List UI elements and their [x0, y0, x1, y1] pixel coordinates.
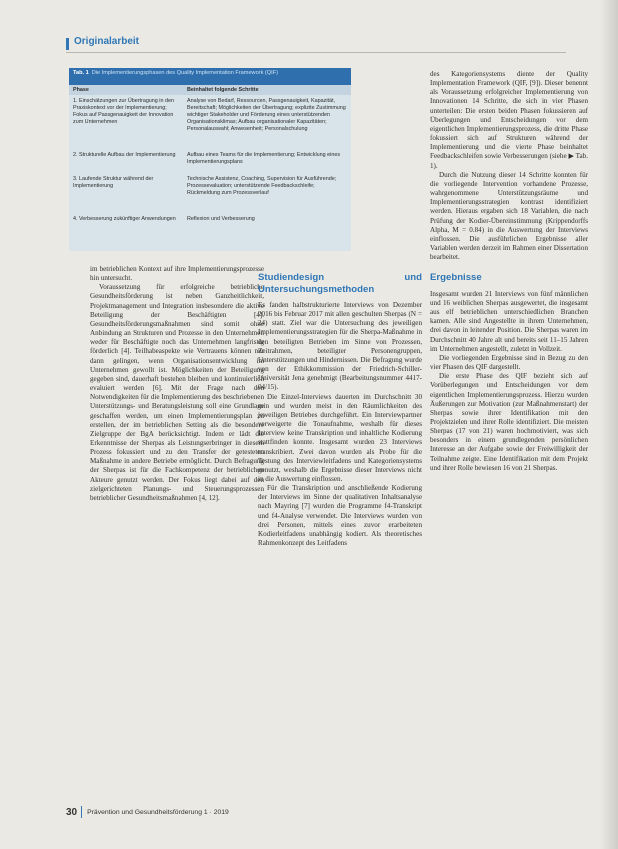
- journal-citation: Prävention und Gesundheitsförderung 1 · 2019: [87, 808, 229, 816]
- page-footer: [66, 806, 229, 818]
- body-paragraph: Die erste Phase des QIF bezieht sich auf Vorüberlegungen und Entscheidungen vor dem eigentlichen Implementierungsprozess. Hierzu wurden Äußerungen zur Motivation (zur Maßnahmenstart) der Sherpas sowie ihrer Identifikation mit den Projektzielen und ihrer Rolle identifiziert. Die meisten Sherpas (17 von 21) waren hochmotiviert, was sich besonders in einem grundlegenden persönlichen Interesse an der Aufgabe sowie der Freiwilligkeit der Teilnahme zeigte. Eine Identifikation mit dem Projekt und ihrer Rolle bewiesen 16 von 21 Sherpas.: [430, 372, 588, 472]
- table-row: [69, 95, 351, 149]
- implementation-phases-table: [69, 68, 351, 251]
- table-header-row: [69, 85, 351, 95]
- body-paragraph: des Kategoriensystems diente der Quality Implementation Framework (QIF, [9]). Dieser benennt als Voraussetzung erfolgreicher Implementierung von Innovationen 14 Schritte, die sich in vier Phasen unterteilen: Die ersten beiden Phasen fokussieren auf Überlegungen und Entscheidungen vor dem eigentlichen Implementierungsprozess, die dritte Phase fokussiert sich auf Strukturen während der Implementierung und die vierte Phase beinhaltet Feedbackschleifen sowie Verbesserungen (siehe ▶ Tab. 1).: [430, 70, 588, 170]
- table-row: [69, 173, 351, 213]
- table-cell-steps: Aufbau eines Teams für die Implementierung; Entwicklung eines Implementierungsplans: [187, 152, 341, 166]
- table-caption: [69, 68, 351, 85]
- section-heading-methods: Studiendesign und Untersuchungsmethoden: [258, 272, 422, 295]
- footer-divider: [81, 806, 82, 818]
- table-cell-steps: Analyse von Bedarf, Ressourcen, Passgenauigkeit, Kapazität, Bereitschaft; Möglichkeiten der Übertragung; explizite Zustimmung wichtiger Stakeholder und Förderung eines unterstützenden Organisationsklimas; Aufbau organisationaler Kapazitäten; Personalauswahl; Anwesenheit; Personalschulung: [187, 98, 346, 133]
- section-label: Originalarbeit: [74, 36, 140, 47]
- table-cell-steps: Technische Assistenz, Coaching, Supervision für Ausführende; Prozessevaluation; unterstützende Feedbackschleife; Rückmeldung zum Prozessverlauf: [187, 176, 337, 197]
- section-heading-results: Ergebnisse: [430, 272, 482, 284]
- table-cell-phase: 3. Laufende Struktur während der Implementierung: [73, 176, 154, 190]
- body-paragraph: Voraussetzung für erfolgreiche betriebliche Gesundheitsförderung ist neben Ganzheitlichkeit, Projektmanagement und Integration insbesondere die aktive Beteiligung der Beschäftigten [4]. Gesundheitsförderungsmaßnahmen sind somit ohne Anbindung an Strukturen und Prozesse in den Unternehmen weder für Beschäftigte noch das Unternehmen langfristig förderlich [4]. Teilhabeaspekte wie Vertrauens können nur dann gelingen, wenn Organisationsentwicklung im Unternehmen gewollt ist. Möglichkeiten der Beteiligung gegeben sind, dauerhaft bestehen bleiben und kontinuierlich evaluiert werden [6]. Mit der Frage nach den Notwendigkeiten für die Implementierung des beschriebenen Unterstützungs- und Beratungsleistung soll eine Grundlage geschaffen werden, um einen Implementierungsplan zu erstellen, der im betrieblichen Setting als die besondere Zielgruppe der BgA berücksichtigt. Indem er lädt die Erkenntnisse der Sherpas als Leistungserbringer in diesem Prozess fokussiert und zu den Transfer der getesteten Maßnahme in andere Betriebe ermöglicht. Durch Befragung der Sherpas ist für die Fachkompetenz der betrieblichen Akteure genutzt werden. Der Fokus liegt dabei auf den zielgerichteten Planungs- und Steuerungsprozessen betrieblicher Gesundheitsmaßnahmen [4, 12].: [90, 283, 264, 502]
- table-caption-text: Die Implementierungsphasen des Quality Implementation Framework (QIF): [91, 70, 278, 76]
- header-accent-bar: [66, 38, 69, 50]
- table-cell-phase: 4. Verbesserung zukünftiger Anwendungen: [73, 216, 176, 222]
- table-label: Tab. 1: [73, 70, 89, 76]
- table-row: [69, 149, 351, 173]
- text-column-right: [430, 70, 588, 473]
- text-column-middle: [258, 272, 422, 548]
- body-paragraph: Insgesamt wurden 21 Interviews von fünf männlichen und 16 weiblichen Sherpas ausgewertet, die insgesamt aus elf betrieblichen unterschiedlichen Branchen kamen. Alle sind Angestellte in ihrem Unternehmen, drei davon in leitender Position. Die Sherpas waren im Durchschnitt 40 Jahre alt und bereits seit 11–15 Jahren im Unternehmen angestellt, zuletzt in Vollzeit.: [430, 289, 588, 353]
- table-header-phase: Phase: [73, 87, 89, 93]
- page-edge-shadow: [600, 0, 618, 849]
- body-paragraph: Für die Transkription und anschließende Kodierung der Interviews im Sinne der qualitativen Inhaltsanalyse nach Mayring [7] wurden die Programme f4-Transkript und f4-Analyse verwendet. Die Interviews wurden von drei Personen, mittels eines zuvor erarbeiteten Kodierleitfadens unabhängig kodiert. Als theoretisches Rahmenkonzept des Leitfadens: [258, 484, 422, 548]
- table-header-steps: Beinhaltet folgende Schritte: [187, 87, 259, 93]
- table-row: [69, 213, 351, 235]
- body-paragraph: Die Einzel-Interviews dauerten im Durchschnitt 30 min und wurden meist in den Räumlichkeiten des jeweiligen Betriebes durchgeführt. Ein Interviewpartner verweigerte die Tonaufnahme, weshalb für dieses Interview keine Transkription und inhaltliche Kodierung stattfinden konnte. Insgesamt wurden 23 Interviews transkribiert. Zwei davon wurden als Probe für die Testung des Interviewleitfadens und Kategoriensystems genutzt, weshalb die Ergebnisse dieser Interviews nicht in die Auswertung einflossen.: [258, 392, 422, 483]
- body-paragraph: im betrieblichen Kontext auf ihre Implementierungsprozesse hin untersucht.: [90, 265, 264, 283]
- table-cell-phase: 1. Einschätzungen zur Übertragung in den Praxiskontext vor der Implementierung; Fokus auf Passgenauigkeit der Innovation zum Unternehmen: [73, 98, 174, 126]
- body-paragraph: Die vorliegenden Ergebnisse sind in Bezug zu den vier Phasen des QIF dargestellt.: [430, 353, 588, 372]
- table-cell-phase: 2. Strukturelle Aufbau der Implementierung: [73, 152, 176, 158]
- body-paragraph: Es fanden halbstrukturierte Interviews von Dezember 2016 bis Februar 2017 mit allen geschulten Sherpas (N = 24) statt. Ziel war die Untersuchung des jeweiligen Implementierungsstrategien für die Sherpa-Maßnahme in den beteiligten Betrieben im Sinne von Prozessen, Zeitrahmen, beteiligter Personengruppen, Unterstützungen und Hindernissen. Die Befragung wurde von der Ethikkommission der Friedrich-Schiller-Universität Jena genehmigt (Bearbeitungsnummer 4417-04/15).: [258, 301, 422, 392]
- page-number: 30: [66, 806, 78, 818]
- body-paragraph: Durch die Nutzung dieser 14 Schritte konnten für die vorliegende Intervention vorhandene Prozesse, wahrgenommene Unterstützungsräume und Implementierungsstrategien kontrast identifiziert werden. Hieraus ergaben sich 18 Variablen, die nach Prüfung der Kodier-Übereinstimmung (Krippendorffs Alpha, M = 0.84) in die Auswertung der Interviews einflossen. Die ausführlichen Ergebnisse aller Variablen werden derzeit im Rahmen einer Dissertation bearbeitet.: [430, 170, 588, 262]
- text-column-left: [90, 265, 264, 503]
- page-header: [66, 36, 566, 53]
- table-cell-steps: Reflexion und Verbesserung: [187, 216, 255, 222]
